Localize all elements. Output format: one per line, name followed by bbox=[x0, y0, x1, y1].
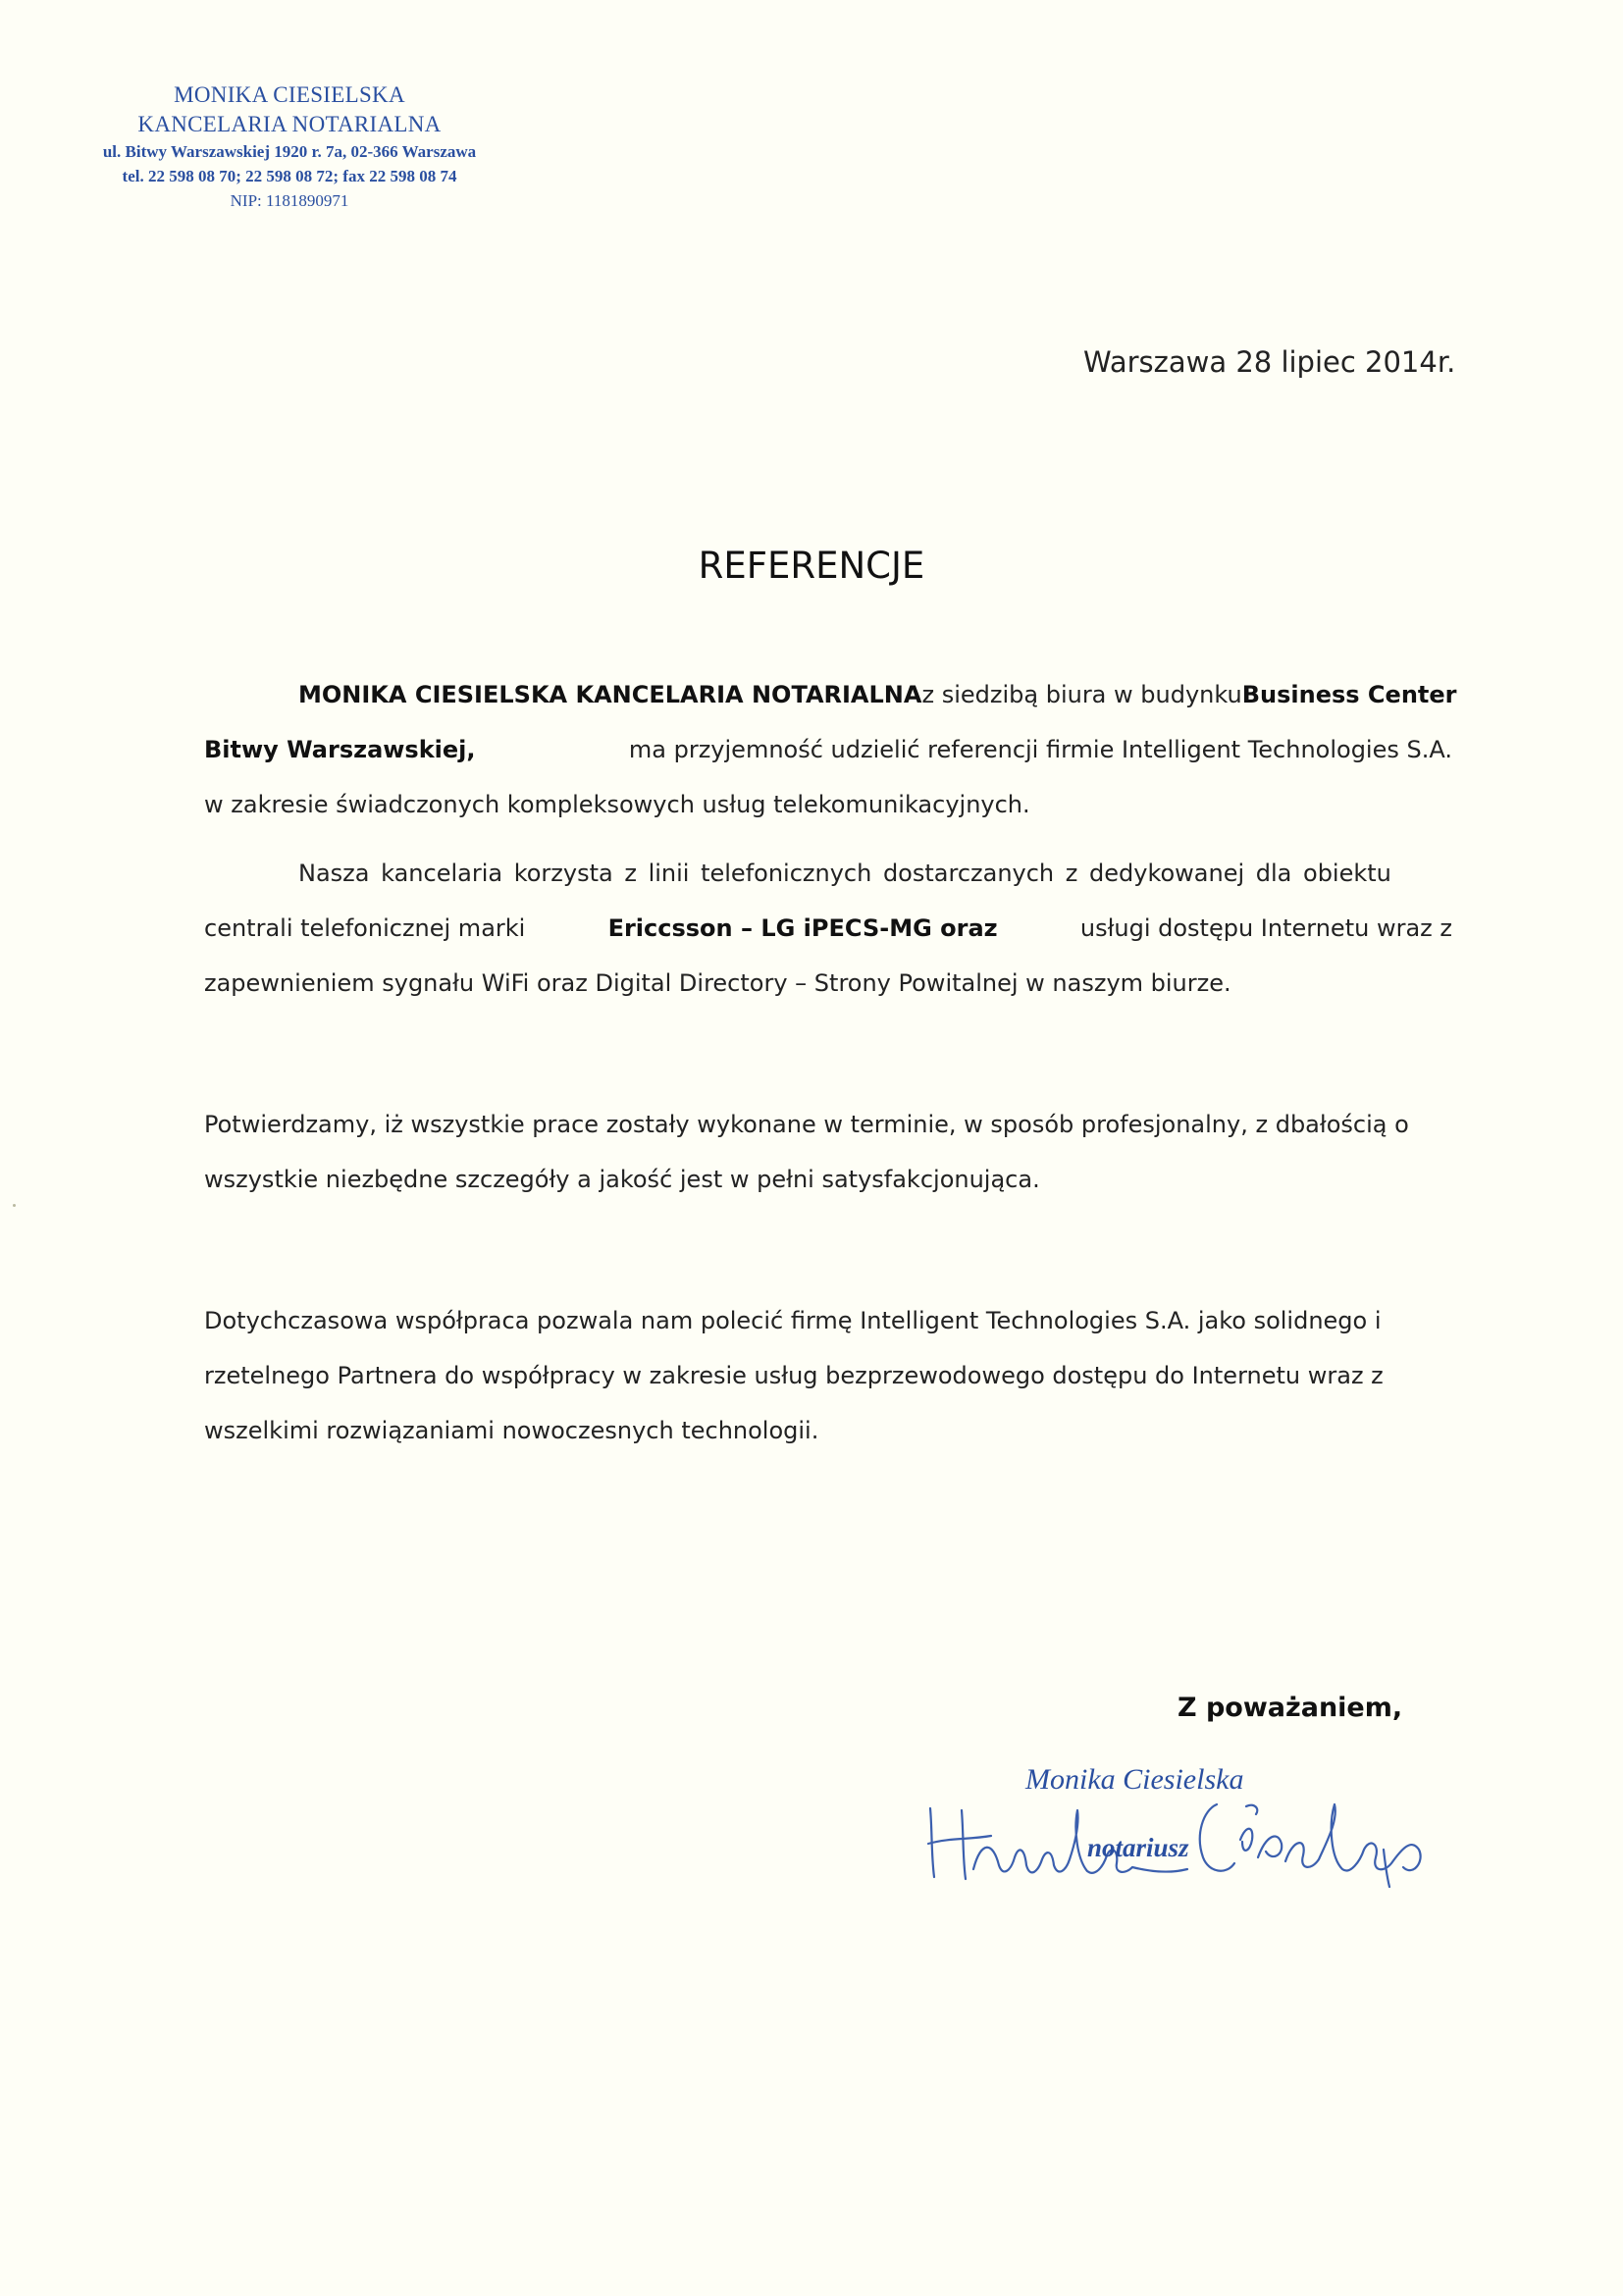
closing-salutation: Z poważaniem, bbox=[1178, 1693, 1403, 1723]
letterhead-name: MONIKA CIESIELSKA bbox=[174, 82, 405, 107]
paragraph-4 bbox=[204, 1293, 1452, 1458]
paragraph-4-line-2: rzetelnego Partnera do współpracy w zakresie usług bezprzewodowego dostępu do Internetu wraz z bbox=[204, 1362, 1384, 1389]
paragraph-1-text-b: ma przyjemność udzielić referencji firmie Intelligent Technologies S.A. bbox=[628, 736, 1452, 763]
pbx-brand: Ericcsson – LG iPECS-MG oraz bbox=[607, 914, 998, 942]
letterhead bbox=[59, 80, 520, 213]
paragraph-2-line-1: Nasza kancelaria korzysta z linii telefonicznych dostarczanych z dedykowanej dla obiektu bbox=[298, 860, 1391, 887]
paragraph-1 bbox=[204, 667, 1457, 832]
paragraph-1-line-2 bbox=[204, 722, 1452, 777]
paragraph-2-line-3: zapewnieniem sygnału WiFi oraz Digital Directory – Strony Powitalnej w naszym biurze. bbox=[204, 969, 1231, 997]
paragraph-1-line-1 bbox=[204, 667, 1457, 722]
letterhead-address: ul. Bitwy Warszawskiej 1920 r. 7a, 02-366 Warszawa bbox=[102, 142, 477, 161]
letterhead-phones: tel. 22 598 08 70; 22 598 08 72; fax 22 598 08 74 bbox=[122, 167, 457, 185]
paragraph-2 bbox=[204, 846, 1452, 1011]
paragraph-2-text-a: centrali telefonicznej marki bbox=[204, 914, 526, 942]
building-name: Bitwy Warszawskiej, bbox=[204, 736, 476, 763]
paragraph-1-line-3: w zakresie świadczonych kompleksowych usług telekomunikacyjnych. bbox=[204, 791, 1030, 818]
company-name: MONIKA CIESIELSKA KANCELARIA NOTARIALNA bbox=[298, 681, 922, 708]
paragraph-4-line-1: Dotychczasowa współpraca pozwala nam polecić firmę Intelligent Technologies S.A. jako solidnego i bbox=[204, 1307, 1382, 1334]
paragraph-2-line-2 bbox=[204, 901, 1452, 956]
stamp-name: Monika Ciesielska bbox=[1025, 1763, 1244, 1796]
document-title: REFERENCJE bbox=[698, 545, 925, 587]
paragraph-3-line-1: Potwierdzamy, iż wszystkie prace zostały wykonane w terminie, w sposób profesjonalny, z dbałością o bbox=[204, 1111, 1409, 1138]
letter-date: Warszawa 28 lipiec 2014r. bbox=[1083, 345, 1456, 379]
paragraph-4-line-3: wszelkimi rozwiązaniami nowoczesnych technologii. bbox=[204, 1417, 819, 1444]
stamp-title: notariusz bbox=[1087, 1833, 1189, 1862]
paragraph-3 bbox=[204, 1097, 1452, 1207]
paragraph-2-text-b: usługi dostępu Internetu wraz z bbox=[1079, 914, 1452, 942]
business-center-name: Business Center bbox=[1241, 681, 1457, 708]
paragraph-3-line-2: wszystkie niezbędne szczegóły a jakość jest w pełni satysfakcjonująca. bbox=[204, 1166, 1040, 1193]
paragraph-1-text-a: z siedzibą biura w budynku bbox=[921, 681, 1242, 708]
letterhead-nip: NIP: 1181890971 bbox=[230, 191, 349, 210]
scan-speck bbox=[13, 1204, 16, 1207]
letterhead-office: KANCELARIA NOTARIALNA bbox=[137, 112, 442, 136]
